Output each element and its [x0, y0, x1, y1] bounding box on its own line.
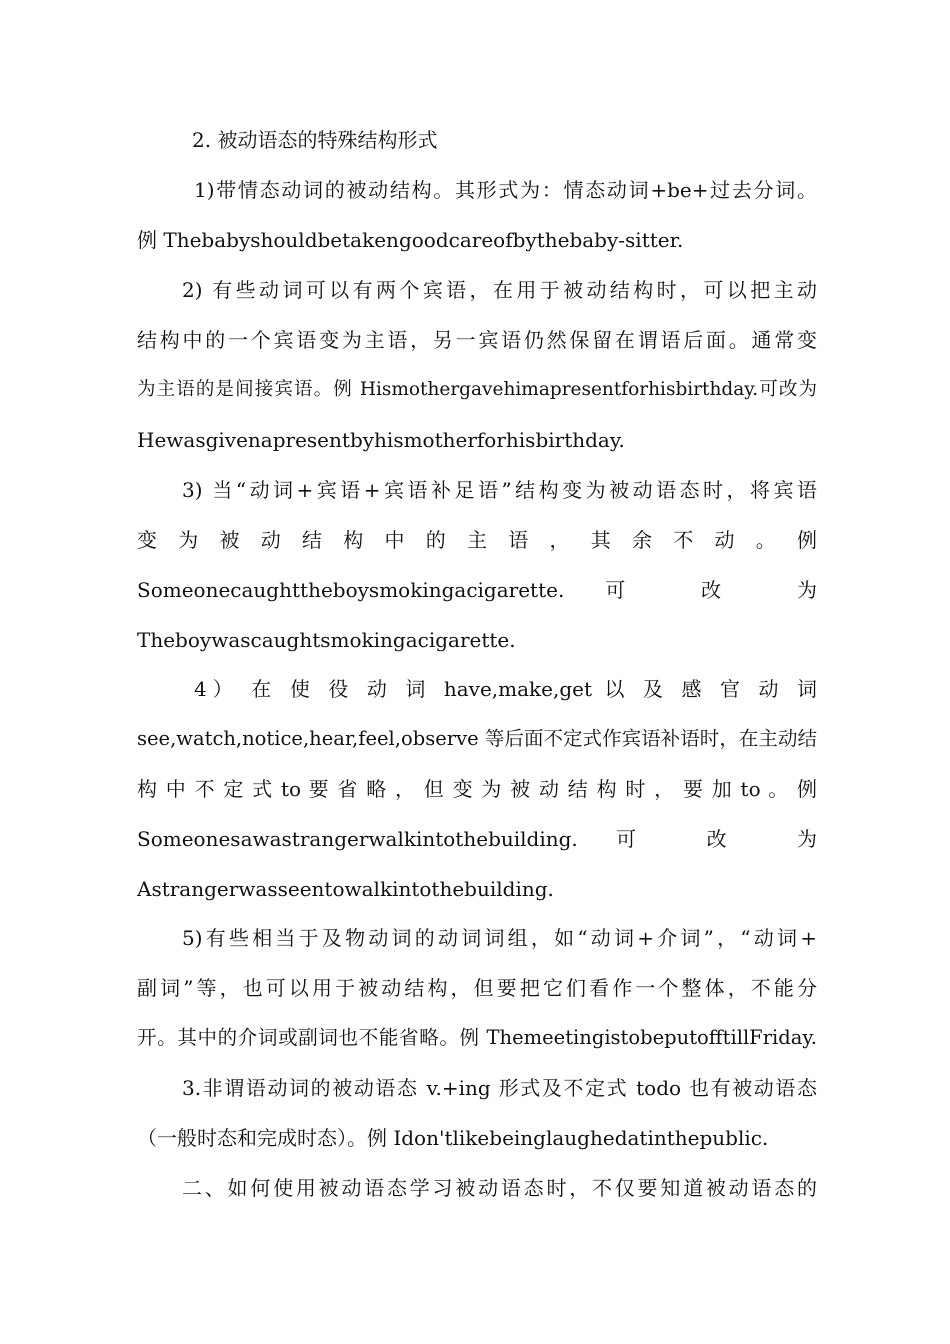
text-line: 2) 有些动词可以有两个宾语，在用于被动结构时，可以把主动	[182, 278, 817, 302]
text-line: 3) 当“动词+宾语+宾语补足语”结构变为被动语态时，将宾语	[182, 478, 817, 502]
text-line: Astrangerwasseentowalkintothebuilding.	[137, 877, 554, 901]
text-line: 例 Thebabyshouldbetakengoodcareofbythebaby-sitter.	[137, 228, 684, 252]
text-line: 为主语的是间接宾语。例 Hismothergavehimapresentforhisbirthday.可改为	[137, 379, 817, 400]
text-line: 副词”等，也可以用于被动结构，但要把它们看作一个整体，不能分	[137, 976, 817, 1000]
text-line: 结构中的一个宾语变为主语，另一宾语仍然保留在谓语后面。通常变	[137, 328, 817, 352]
text-line: 二、如何使用被动语态学习被动语态时，不仅要知道被动语态的	[182, 1176, 817, 1200]
text-line: Hewasgivenapresentbyhismotherforhisbirthday.	[137, 428, 625, 452]
text-line: 3.非谓语动词的被动语态 v.+ing 形式及不定式 todo 也有被动语态	[182, 1076, 817, 1100]
text-line: 5)有些相当于及物动词的动词词组，如“动词+介词”，“动词+	[182, 926, 817, 950]
text-line: Theboywascaughtsmokingacigarette.	[137, 628, 516, 652]
text-line: 开。其中的介词或副词也不能省略。例 ThemeetingistobeputofftillFriday.	[137, 1026, 817, 1049]
text-line: 变 为 被 动 结 构 中 的 主 语 ， 其 余 不 动 。 例	[137, 528, 817, 552]
text-line: Someonecaughttheboysmokingacigarette. 可 改 为	[137, 578, 817, 602]
text-line: （一般时态和完成时态）。例 Idon'tlikebeinglaughedatinthepublic.	[137, 1126, 769, 1150]
text-line: Someonesawastrangerwalkintothebuilding. 可 改 为	[137, 827, 817, 851]
section-heading: 2. 被动语态的特殊结构形式	[192, 128, 438, 152]
text-line: 4） 在 使 役 动 词 have,make,get 以 及 感 官 动 词	[194, 677, 817, 701]
text-line: 构 中 不 定 式 to 要 省 略 ， 但 变 为 被 动 结 构 时 ， 要 加 to 。 例	[137, 777, 817, 801]
text-line: see,watch,notice,hear,feel,observe 等后面不定式作宾语补语时，在主动结	[137, 727, 817, 750]
text-line: 1)带情态动词的被动结构。其形式为：情态动词+be+过去分词。	[194, 178, 817, 202]
